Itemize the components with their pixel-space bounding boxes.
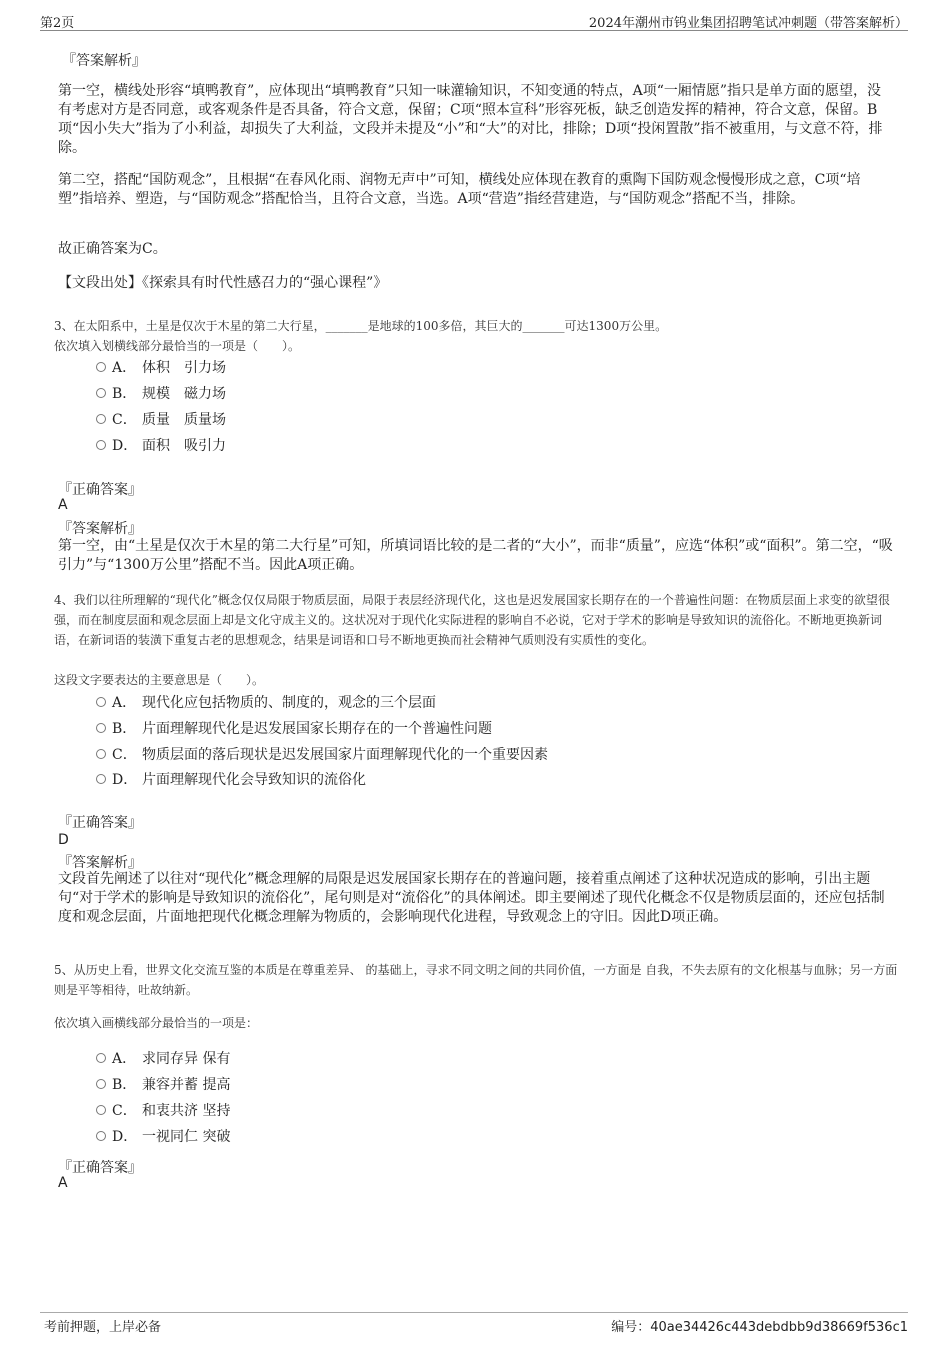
q5-answer: A [58,1175,68,1191]
q3-answer-label: 『正确答案』 [58,482,142,498]
q5-instruction: 依次填入画横线部分最恰当的一项是： [54,1016,259,1030]
q4-analysis: 文段首先阐述了以往对“现代化”概念理解的局限是迟发展国家长期存在的普遍问题，接着重点阐述了这种状况造成的影响，引出主题句“对于学术的影响是导致知识的流俗化”，尾句则是对“流俗化”的具体阐述。即主要阐述了现代化概念不仅是物质层面的，还应包括制度和观念层面，片面地把现代化概念理解为物质的，会影响现代化进程，导致观念上的守旧。因此D项正确。 [58,871,885,925]
page-header [40,10,908,31]
q4-stem: 4、我们以往所理解的“现代化”概念仅仅局限于物质层面，局限于表层经济现代化，这也是迟发展国家长期存在的一个普遍性问题：在物质层面上求变的欲望很强，而在制度层面和观念层面上却是文化守成主义的。这状况对于现代化实际进程的影响自不必说，它对于学术的影响是导致知识的流俗化。不断地更换新词语，在新词语的装潢下重复古老的思想观念，结果是词语和口号不断地更换而社会精神气质则没有实质性的变化。 [54,593,890,647]
radio-icon[interactable] [96,774,106,784]
q4-analysis-label: 『答案解析』 [58,855,142,871]
q3-option-c[interactable]: C． 质量 质量场 [96,410,226,430]
q4-option-c[interactable]: C． 物质层面的落后现状是迟发展国家片面理解现代化的一个重要因素 [96,745,548,765]
q5-option-c[interactable]: C． 和衷共济 坚持 [96,1101,230,1121]
q3-instruction: 依次填入划横线部分最恰当的一项是（ ）。 [54,339,301,353]
q2-conclusion: 故正确答案为C。 [58,241,167,257]
page-footer [40,1312,908,1337]
q3-stem: 3、在太阳系中，土星是仅次于木星的第二大行星，_______是地球的100多倍，其巨大的_______可达1300万公里。 [54,319,668,333]
q4-option-b[interactable]: B． 片面理解现代化是迟发展国家长期存在的一个普遍性问题 [96,719,492,739]
radio-icon[interactable] [96,414,106,424]
q2-analysis-para2: 第二空，搭配“国防观念”，且根据“在春风化雨、润物无声中”可知，横线处应体现在教育的熏陶下国防观念慢慢形成之意，C项“培塑”指培养、塑造，与“国防观念”搭配恰当，且符合文意，当选。A项“营造”指经营建造，与“国防观念”搭配不当，排除。 [58,172,861,207]
page-number: 第2页 [40,16,75,31]
q4-answer: D [58,832,69,848]
q5-option-b[interactable]: B． 兼容并蓄 提高 [96,1075,230,1095]
radio-icon[interactable] [96,440,106,450]
radio-icon[interactable] [96,1053,106,1063]
q3-answer: A [58,497,68,513]
q5-option-a[interactable]: A． 求同存异 保有 [96,1049,230,1069]
q3-analysis: 第一空，由“土星是仅次于木星的第二大行星”可知，所填词语比较的是二者的“大小”，而非“质量”，应选“体积”或“面积”。第二空，“吸引力”与“1300万公里”搭配不当。因此A项正确。 [58,538,893,573]
q4-option-d[interactable]: D． 片面理解现代化会导致知识的流俗化 [96,770,366,790]
radio-icon[interactable] [96,697,106,707]
q2-analysis-para1: 第一空，横线处形容“填鸭教育”，应体现出“填鸭教育”只知一味灌输知识，不知变通的特点，A项“一厢情愿”指只是单方面的愿望，没有考虑对方是否同意，或客观条件是否具备，符合文意，保留；C项“照本宣科”形容死板，缺乏创造发挥的精神，符合文意，保留。B项“因小失大”指为了小利益，却损失了大利益，文段并未提及“小”和“大”的对比，排除；D项“投闲置散”指不被重用，与文意不符，排除。 [58,83,883,156]
footer-slogan: 考前押题，上岸必备 [44,1320,162,1335]
radio-icon[interactable] [96,1105,106,1115]
radio-icon[interactable] [96,1079,106,1089]
radio-icon[interactable] [96,388,106,398]
q4-answer-label: 『正确答案』 [58,815,142,831]
q2-source: 【文段出处】《探索具有时代性感召力的“强心课程”》 [58,275,388,291]
q2-analysis-label: 『答案解析』 [62,53,146,69]
q5-stem: 5、从历史上看，世界文化交流互鉴的本质是在尊重差异、 的基础上，寻求不同文明之间的共同价值，一方面是 自我，不失去原有的文化根基与血脉；另一方面则是平等相待，吐故纳新。 [54,963,898,997]
document-id: 编号：40ae34426c443debdbb9d38669f536c1 [611,1320,908,1335]
q3-option-b[interactable]: B． 规模 磁力场 [96,384,226,404]
q5-option-d[interactable]: D． 一视同仁 突破 [96,1127,230,1147]
q3-analysis-label: 『答案解析』 [58,521,142,537]
q3-option-a[interactable]: A． 体积 引力场 [96,358,226,378]
radio-icon[interactable] [96,1131,106,1141]
document-title: 2024年潮州市钨业集团招聘笔试冲刺题（带答案解析） [588,16,908,31]
radio-icon[interactable] [96,723,106,733]
q3-option-d[interactable]: D． 面积 吸引力 [96,436,226,456]
q4-instruction: 这段文字要表达的主要意思是（ ）。 [54,673,265,687]
radio-icon[interactable] [96,362,106,372]
radio-icon[interactable] [96,749,106,759]
q5-answer-label: 『正确答案』 [58,1160,142,1176]
q4-option-a[interactable]: A． 现代化应包括物质的、制度的，观念的三个层面 [96,693,436,713]
